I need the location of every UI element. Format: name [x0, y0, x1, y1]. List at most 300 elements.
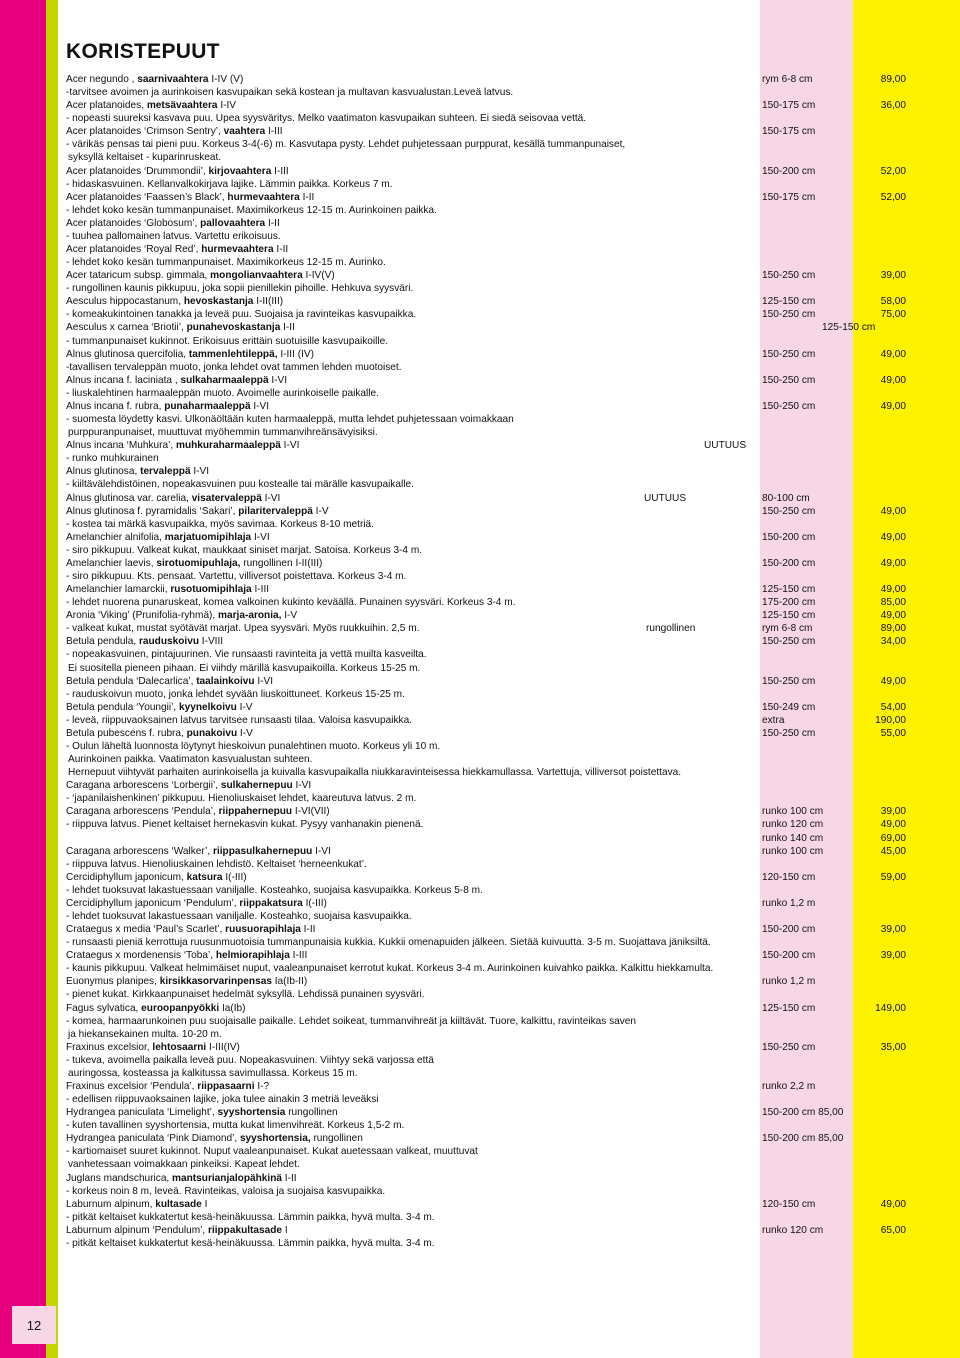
hardiness-zone: I-IV(V) — [302, 270, 335, 282]
hardiness-zone: I-II — [300, 924, 316, 936]
product-row — [66, 1080, 916, 1093]
finnish-name: kirsikkasorvarinpensas — [159, 976, 272, 988]
hardiness-zone: rungollinen — [310, 1133, 363, 1145]
description-row — [66, 282, 916, 295]
product-description: - pitkät keltaiset kukkatertut kesä-heinäkuussa. Lämmin paikka, hyvä multa. 3-4 m. — [66, 1237, 435, 1249]
product-row — [66, 635, 916, 648]
hardiness-zone: I-VI — [254, 675, 274, 687]
description-row — [66, 1067, 916, 1080]
latin-name: Acer negundo , — [66, 74, 138, 85]
product-row — [66, 779, 916, 792]
hardiness-zone: I-III (IV) — [277, 348, 314, 360]
latin-name: Laburnum alpinum ‘Pendulum’, — [66, 1224, 208, 1236]
finnish-name: hurmevaahtera — [227, 191, 300, 203]
product-description: - komeakukintoinen tanakka ja leveä puu. Suojaisa ja ravinteikas kasvupaikka. — [66, 309, 417, 321]
price: 36,00 — [880, 100, 906, 112]
latin-name: Alnus incana f. laciniata , — [66, 374, 181, 386]
description-row — [66, 308, 916, 321]
product-description: purppuranpunaiset, muuttuvat myöhemmin tummanvihreänsävyisiksi. — [68, 427, 378, 439]
description-row — [66, 1185, 916, 1198]
product-name — [66, 1224, 288, 1237]
finnish-name: sulkahernepuu — [220, 780, 293, 792]
description-row — [66, 570, 916, 583]
hardiness-zone: I-IV (V) — [208, 74, 244, 85]
plant-size: rym 6-8 cm — [762, 623, 813, 635]
hardiness-zone: I-III — [251, 584, 270, 596]
plant-size: 125-150 cm — [762, 296, 816, 308]
product-description: - rungollinen kaunis pikkupuu, joka sopii pienillekin pihoille. Hehkuva syysväri. — [66, 283, 414, 295]
product-name — [66, 348, 314, 361]
hardiness-zone: I-VI — [250, 400, 270, 412]
finnish-name: pallovaahtera — [200, 217, 266, 229]
product-name — [66, 73, 243, 86]
product-description: Ei suositella pieneen pihaan. Ei viihdy märillä kasvupaikoilla. Korkeus 15-25 m. — [68, 662, 421, 674]
plant-size: 150-250 cm — [762, 270, 816, 282]
hardiness-zone: I-VI — [312, 845, 331, 857]
hardiness-zone: Ia(Ib) — [219, 1002, 246, 1014]
price: 52,00 — [880, 191, 906, 203]
plant-size: 150-250 cm — [762, 400, 816, 412]
product-description: Aurinkoinen paikka. Vaatimaton kasvualustan suhteen. — [68, 754, 313, 766]
hardiness-zone: I-II(III) — [253, 296, 284, 308]
finnish-name: syyshortensia, — [239, 1133, 311, 1145]
hardiness-zone: I-II — [265, 217, 280, 229]
latin-name: Alnus incana f. rubra, — [66, 400, 165, 412]
product-name — [66, 125, 283, 138]
product-name — [66, 1172, 297, 1185]
plant-size: runko 1,2 m — [762, 976, 816, 988]
description-row — [66, 387, 916, 400]
finnish-name: sulkaharmaaleppä — [180, 374, 269, 386]
latin-name: Acer tataricum subsp. gimmala, — [66, 270, 211, 282]
product-name — [66, 492, 280, 505]
finnish-name: rusotuomipihlaja — [170, 584, 252, 596]
product-description: - suomesta löydetty kasvi. Ulkonäöltään kuten harmaaleppä, mutta lehdet puhjetessaan voimakkaan — [66, 414, 514, 426]
finnish-name: saarnivaahtera — [137, 74, 209, 85]
product-row — [66, 923, 916, 936]
product-description: - tummanpunaiset kukinnot. Erikoisuus erittäin suotuisille kasvupaikoille. — [66, 335, 389, 347]
product-description: - edellisen riippuvaoksainen lajike, joka tulee ainakin 3 metriä leveäksi — [66, 1094, 379, 1106]
description-row — [66, 426, 916, 439]
latin-name: Caragana arborescens ‘Pendula’, — [66, 806, 219, 818]
latin-name: Amelanchier lamarckii, — [66, 584, 171, 596]
description-row — [66, 413, 916, 426]
product-name — [66, 557, 322, 570]
finnish-name: kirjovaahtera — [208, 165, 272, 177]
price: 35,00 — [880, 1041, 906, 1053]
product-name — [66, 295, 283, 308]
plant-size: rym 6-8 cm — [762, 74, 813, 85]
product-description: - värikäs pensas tai pieni puu. Korkeus 3-4(-6) m. Kasvutapa pysty. Lehdet puhjetessaan purppurat, kesällä tummanpunaiset, — [66, 139, 626, 151]
description-row — [66, 1093, 916, 1106]
product-name — [66, 505, 329, 518]
latin-name: Crataegus x media ‘Paul’s Scarlet’, — [66, 924, 226, 936]
product-name — [66, 439, 299, 452]
description-row — [66, 662, 916, 675]
hardiness-zone: I-VI — [280, 440, 300, 452]
latin-name: Acer platanoides ‘Faassen’s Black’, — [66, 191, 228, 203]
product-row — [66, 1041, 916, 1054]
product-name — [66, 269, 335, 282]
description-row — [66, 151, 916, 164]
product-description: - rauduskoivun muoto, jonka lehdet syvään liuskoittuneet. Korkeus 15-25 m. — [66, 688, 405, 700]
product-name — [66, 1132, 363, 1145]
latin-name: Caragana arborescens ‘Lorbergii’, — [66, 780, 221, 792]
product-description: -tavallisen tervaleppän muoto, jonka lehdet ovat tammen lehden muotoiset. — [66, 361, 402, 373]
plant-size: 125-150 cm — [762, 584, 816, 596]
latin-name: Crataegus x mordenensis ‘Toba’, — [66, 950, 216, 962]
hardiness-zone: I-VI — [292, 780, 312, 792]
latin-name: Caragana arborescens ‘Walker’, — [66, 845, 213, 857]
product-row — [66, 975, 916, 988]
row-tag: UUTUUS — [704, 440, 747, 452]
product-description: ja hiekansekainen multa. 10-20 m. — [68, 1028, 222, 1040]
plant-size: runko 1,2 m — [762, 897, 816, 909]
product-row — [66, 243, 916, 256]
description-row — [66, 178, 916, 191]
product-description: - tuuhea pallomainen latvus. Vartettu erikoisuus. — [66, 230, 281, 242]
latin-name: Betula pendula, — [66, 636, 139, 648]
finnish-name: metsävaahtera — [146, 100, 218, 112]
description-row — [66, 544, 916, 557]
product-name — [66, 949, 307, 962]
product-row — [66, 465, 916, 478]
product-row — [66, 609, 916, 622]
price: 75,00 — [880, 309, 906, 321]
description-row — [66, 1028, 916, 1041]
finnish-name: tervaleppä — [140, 466, 191, 478]
description-row — [66, 204, 916, 217]
description-row — [66, 648, 916, 661]
plant-size: runko 100 cm — [762, 806, 824, 818]
finnish-name: euroopanpyökki — [141, 1002, 220, 1014]
product-name — [66, 609, 297, 622]
finnish-name: mongolianvaahtera — [210, 270, 303, 282]
product-name — [66, 465, 209, 478]
price: 49,00 — [880, 348, 906, 360]
description-row — [66, 1119, 916, 1132]
latin-name: Acer platanoides ‘Royal Red’, — [66, 244, 202, 256]
plant-size: 80-100 cm — [762, 492, 810, 504]
product-name — [66, 243, 288, 256]
finnish-name: mantsurianjalopähkinä — [172, 1172, 282, 1184]
product-row — [66, 191, 916, 204]
product-name — [66, 779, 311, 792]
product-name — [66, 1002, 246, 1015]
product-name — [66, 805, 330, 818]
plant-size: runko 140 cm — [762, 832, 824, 844]
hardiness-zone: I-IV — [217, 100, 237, 112]
plant-size: 150-200 cm — [762, 950, 816, 962]
product-name — [66, 531, 270, 544]
plant-size: 150-250 cm — [762, 348, 816, 360]
magenta-band — [0, 0, 46, 1358]
finnish-name: muhkuraharmaaleppä — [175, 440, 281, 452]
finnish-name: punahevoskastanja — [186, 322, 281, 334]
description-row — [66, 1015, 916, 1028]
product-row — [66, 439, 916, 452]
product-description: - lehdet tuoksuvat lakastuessaan vaniljalle. Kosteahko, suojaisa kasvupaikka. Korkeus 5-8 m. — [66, 884, 483, 896]
price: 49,00 — [880, 531, 906, 543]
product-description: Hernepuut viihtyvät parhaiten aurinkoisella ja kuivalla kasvupaikalla niukkaravinteisessa hiekkamullassa. Vartettuja, villiversot poistettava. — [68, 767, 682, 779]
product-description: - lehdet tuoksuvat lakastuessaan vaniljalle. Kosteahko, suojaisa kasvupaikka. — [66, 911, 412, 922]
product-description: - kostea tai märkä kasvupaikka, myös savimaa. Korkeus 8-10 metriä. — [66, 518, 374, 530]
product-description: - kiiltävälehdistöinen, nopeakasvuinen puu kostealle tai märälle kasvupaikalle. — [66, 479, 414, 491]
price: 49,00 — [880, 675, 906, 687]
product-row — [66, 1002, 916, 1015]
product-row — [66, 400, 916, 413]
latin-name: Cercidiphyllum japonicum ‘Pendulum’, — [66, 897, 240, 909]
description-row — [66, 1054, 916, 1067]
description-row — [66, 1158, 916, 1171]
hardiness-zone: I-VI — [261, 492, 281, 504]
description-row — [66, 832, 916, 845]
product-description: - komea, harmaarunkoinen puu suojaisalle paikalle. Lehdet soikeat, tummanvihreät ja kiiltävät. Tuore, kalkittu, ravinteikas saven — [66, 1015, 637, 1027]
green-band — [46, 0, 58, 1358]
finnish-name: syyshortensia — [217, 1107, 286, 1119]
price: 58,00 — [880, 296, 906, 308]
plant-size: 125-150 cm — [762, 610, 816, 622]
latin-name: Alnus glutinosa f. pyramidalis ‘Sakari’, — [66, 505, 239, 517]
product-description: - korkeus noin 8 m, leveä. Ravinteikas, valoisa ja suojaisa kasvupaikka. — [66, 1185, 386, 1197]
finnish-name: visatervaleppä — [191, 492, 262, 504]
price: 49,00 — [880, 610, 906, 622]
price: 39,00 — [880, 270, 906, 282]
price: 65,00 — [880, 1224, 906, 1236]
product-row — [66, 805, 916, 818]
product-name — [66, 923, 315, 936]
product-row — [66, 949, 916, 962]
description-row — [66, 688, 916, 701]
product-row — [66, 583, 916, 596]
product-row — [66, 269, 916, 282]
description-row — [66, 740, 916, 753]
price: 89,00 — [880, 623, 906, 635]
price: 49,00 — [880, 400, 906, 412]
product-row — [66, 321, 916, 334]
price: 45,00 — [880, 845, 906, 857]
product-description: - siro pikkupuu. Kts. pensaat. Vartettu, villiversot poistettava. Korkeus 3-4 m. — [66, 570, 407, 582]
product-row — [66, 727, 916, 740]
product-description: - tukeva, avoimella paikalla leveä puu. Nopeakasvuinen. Viihtyy sekä varjossa että — [66, 1054, 434, 1066]
finnish-name: tammenlehtileppä, — [188, 348, 278, 360]
description-row — [66, 910, 916, 923]
hardiness-zone: I-VIII — [198, 636, 224, 648]
finnish-name: taalainkoivu — [196, 675, 255, 687]
price: 52,00 — [880, 165, 906, 177]
product-name — [66, 99, 236, 112]
hardiness-zone: I-II — [273, 244, 289, 256]
finnish-name: hevoskastanja — [183, 296, 254, 308]
product-row — [66, 1172, 916, 1185]
hardiness-zone: I-? — [254, 1081, 270, 1093]
hardiness-zone: I-II — [281, 1172, 297, 1184]
product-description: - runsaasti pieniä kerrottuja ruusunmuotoisia tummanpunaisia kukkia. Kukkii omenapuiden jälkeen. Sietää kuivuutta. 3-5 m. Suojattava jäniksiltä. — [66, 937, 711, 949]
plant-size: 120-150 cm — [762, 1198, 816, 1210]
description-row — [66, 112, 916, 125]
hardiness-zone: I — [282, 1224, 288, 1236]
description-row — [66, 622, 916, 635]
hardiness-zone: I-V — [312, 505, 329, 517]
product-row — [66, 295, 916, 308]
hardiness-zone: I-VI — [268, 374, 288, 386]
latin-name: Euonymus planipes, — [66, 976, 160, 988]
plant-size: 150-250 cm — [762, 636, 816, 648]
finnish-name: riippakultasade — [207, 1224, 283, 1236]
description-row — [66, 962, 916, 975]
description-row — [66, 335, 916, 348]
hardiness-zone: I-VI — [190, 466, 210, 478]
hardiness-zone: Ia(Ib-II) — [271, 976, 308, 988]
latin-name: Betula pendula ‘Youngii’, — [66, 701, 179, 713]
finnish-name: vaahtera — [223, 126, 266, 138]
page-title: KORISTEPUUT — [66, 40, 220, 63]
product-row — [66, 217, 916, 230]
finnish-name: marja-aronia, — [218, 610, 282, 622]
latin-name: Fraxinus excelsior ‘Pendula’, — [66, 1081, 198, 1093]
hardiness-zone: I(-III) — [222, 871, 247, 883]
price: 49,00 — [880, 505, 906, 517]
description-row — [66, 138, 916, 151]
product-description: - runko muhkurainen — [66, 453, 159, 465]
plant-size: 150-250 cm — [762, 727, 816, 739]
hardiness-zone: I-V — [237, 727, 253, 739]
finnish-name: riippasaarni — [197, 1081, 255, 1093]
latin-name: Alnus glutinosa, — [66, 466, 141, 478]
hardiness-zone: I-V — [281, 610, 298, 622]
product-name — [66, 1041, 240, 1054]
product-row — [66, 701, 916, 714]
description-row — [66, 766, 916, 779]
plant-size: 120-150 cm — [762, 871, 816, 883]
finnish-name: riippakatsura — [239, 897, 303, 909]
description-row — [66, 518, 916, 531]
finnish-name: rauduskoivu — [138, 636, 199, 648]
latin-name: Aesculus hippocastanum, — [66, 296, 184, 308]
plant-size: runko 100 cm — [762, 845, 824, 857]
hardiness-zone: I-III — [271, 165, 289, 177]
description-row — [66, 1211, 916, 1224]
product-name — [66, 701, 253, 714]
plant-size: runko 2,2 m — [762, 1081, 816, 1093]
hardiness-zone: I-II — [299, 191, 315, 203]
description-row — [66, 478, 916, 491]
price: 49,00 — [880, 374, 906, 386]
plant-size: extra — [762, 714, 785, 726]
latin-name: Cercidiphyllum japonicum, — [66, 871, 187, 883]
latin-name: Amelanchier laevis, — [66, 557, 157, 569]
plant-size: 150-200 cm — [762, 557, 816, 569]
product-name — [66, 975, 307, 988]
product-description: - pitkät keltaiset kukkatertut kesä-heinäkuussa. Lämmin paikka, hyvä multa. 3-4 m. — [66, 1211, 435, 1223]
row-tag: rungollinen — [646, 623, 696, 635]
product-description: - leveä, riippuvaoksainen latvus tarvitsee runsaasti tilaa. Valoisa kasvupaikka. — [66, 714, 412, 726]
hardiness-zone: I-III — [265, 126, 283, 138]
plant-size: 175-200 cm — [762, 597, 816, 609]
description-row — [66, 884, 916, 897]
plant-size: 150-200 cm — [762, 531, 816, 543]
finnish-name: kultasade — [155, 1198, 202, 1210]
latin-name: Fagus sylvatica, — [66, 1002, 142, 1014]
plant-size: 150-249 cm — [762, 701, 816, 713]
latin-name: Acer platanoides ‘Globosum’, — [66, 217, 201, 229]
finnish-name: kyynelkoivu — [179, 701, 237, 713]
product-description: - kartiomaiset suuret kukinnot. Nuput vaaleanpunaiset. Kukat auetessaan valkeat, muuttuvat — [66, 1146, 478, 1158]
product-name — [66, 191, 314, 204]
product-name — [66, 727, 253, 740]
product-name — [66, 897, 327, 910]
product-name — [66, 1198, 207, 1211]
product-name — [66, 1080, 269, 1093]
product-row — [66, 871, 916, 884]
product-name — [66, 871, 247, 884]
product-description: auringossa, kosteassa ja kalkitussa savimullassa. Korkeus 15 m. — [68, 1067, 358, 1079]
price: 49,00 — [880, 584, 906, 596]
latin-name: Laburnum alpinum, — [66, 1198, 156, 1210]
product-name — [66, 635, 223, 648]
latin-name: Aronia ‘Viking’ (Prunifolia-ryhmä), — [66, 610, 219, 622]
product-description: vanhetessaan voimakkaan pinkeiksi. Kapeat lehdet. — [68, 1159, 300, 1171]
plant-size: 150-200 cm 85,00 — [762, 1133, 844, 1145]
finnish-name: helmiorapihlaja — [215, 950, 290, 962]
product-description: - Oulun läheltä luonnosta löytynyt hieskoivun punalehtinen muoto. Korkeus yli 10 m. — [66, 740, 441, 752]
price: 85,00 — [880, 597, 906, 609]
description-row — [66, 1237, 916, 1250]
product-description: -tarvitsee avoimen ja aurinkoisen kasvupaikan sekä kostean ja multavan kasvualustan.Leveä latvus. — [66, 87, 514, 99]
product-description: - kaunis pikkupuu. Valkeat helmimäiset nuput, vaaleanpunaiset kerrotut kukat. Korkeus 3-4 m. Aurinkoinen kuivahko paikka. Kalkittu hiekkamulta. — [66, 963, 714, 975]
page-number: 12 — [12, 1306, 56, 1344]
product-row — [66, 125, 916, 138]
description-row — [66, 818, 916, 831]
hardiness-zone: I(-III) — [302, 897, 327, 909]
price: 34,00 — [880, 636, 906, 648]
product-list — [66, 73, 916, 1250]
plant-size: 150-200 cm 85,00 — [762, 1107, 844, 1119]
product-row — [66, 374, 916, 387]
price: 59,00 — [880, 871, 906, 883]
hardiness-zone: rungollinen I-II(III) — [240, 557, 323, 569]
product-name — [66, 675, 273, 688]
latin-name: Aesculus x carnea ‘Briotii’, — [66, 322, 187, 334]
product-description: - hidaskasvuinen. Kellanvalkokirjava lajike. Lämmin paikka. Korkeus 7 m. — [66, 178, 393, 190]
description-row — [66, 753, 916, 766]
price: 69,00 — [880, 832, 906, 844]
product-description: - nopeasti suureksi kasvava puu. Upea syysväritys. Melko vaatimaton kasvupaikan suhteen. Ei siedä seisovaa vettä. — [66, 113, 587, 125]
description-row — [66, 230, 916, 243]
product-row — [66, 348, 916, 361]
finnish-name: riippahernepuu — [218, 806, 293, 818]
hardiness-zone: I-VI(VII) — [292, 806, 330, 818]
price: 55,00 — [880, 727, 906, 739]
latin-name: Acer platanoides ‘Crimson Sentry’, — [66, 126, 224, 138]
plant-size: runko 120 cm — [762, 819, 824, 831]
plant-size: 150-175 cm — [762, 191, 816, 203]
price: 89,00 — [880, 74, 906, 85]
product-row — [66, 73, 916, 86]
description-row — [66, 988, 916, 1001]
latin-name: Acer platanoides, — [66, 100, 147, 112]
latin-name: Alnus incana ‘Muhkura’, — [66, 440, 176, 452]
finnish-name: katsura — [186, 871, 223, 883]
product-description: - riippuva latvus. Hienoliuskainen lehdistö. Keltaiset ‘herneenkukat’. — [66, 858, 367, 870]
product-description: - pienet kukat. Kirkkaanpunaiset hedelmät syksyllä. Lehdissä punainen syysväri. — [66, 989, 425, 1001]
plant-size: 125-150 cm — [822, 322, 876, 334]
product-name — [66, 400, 269, 413]
plant-size: 150-250 cm — [762, 1041, 816, 1053]
product-description: - valkeat kukat, mustat syötävät marjat. Upea syysväri. Myös ruukkuihin. 2,5 m. — [66, 623, 420, 635]
plant-size: 150-200 cm — [762, 924, 816, 936]
plant-size: 150-250 cm — [762, 374, 816, 386]
